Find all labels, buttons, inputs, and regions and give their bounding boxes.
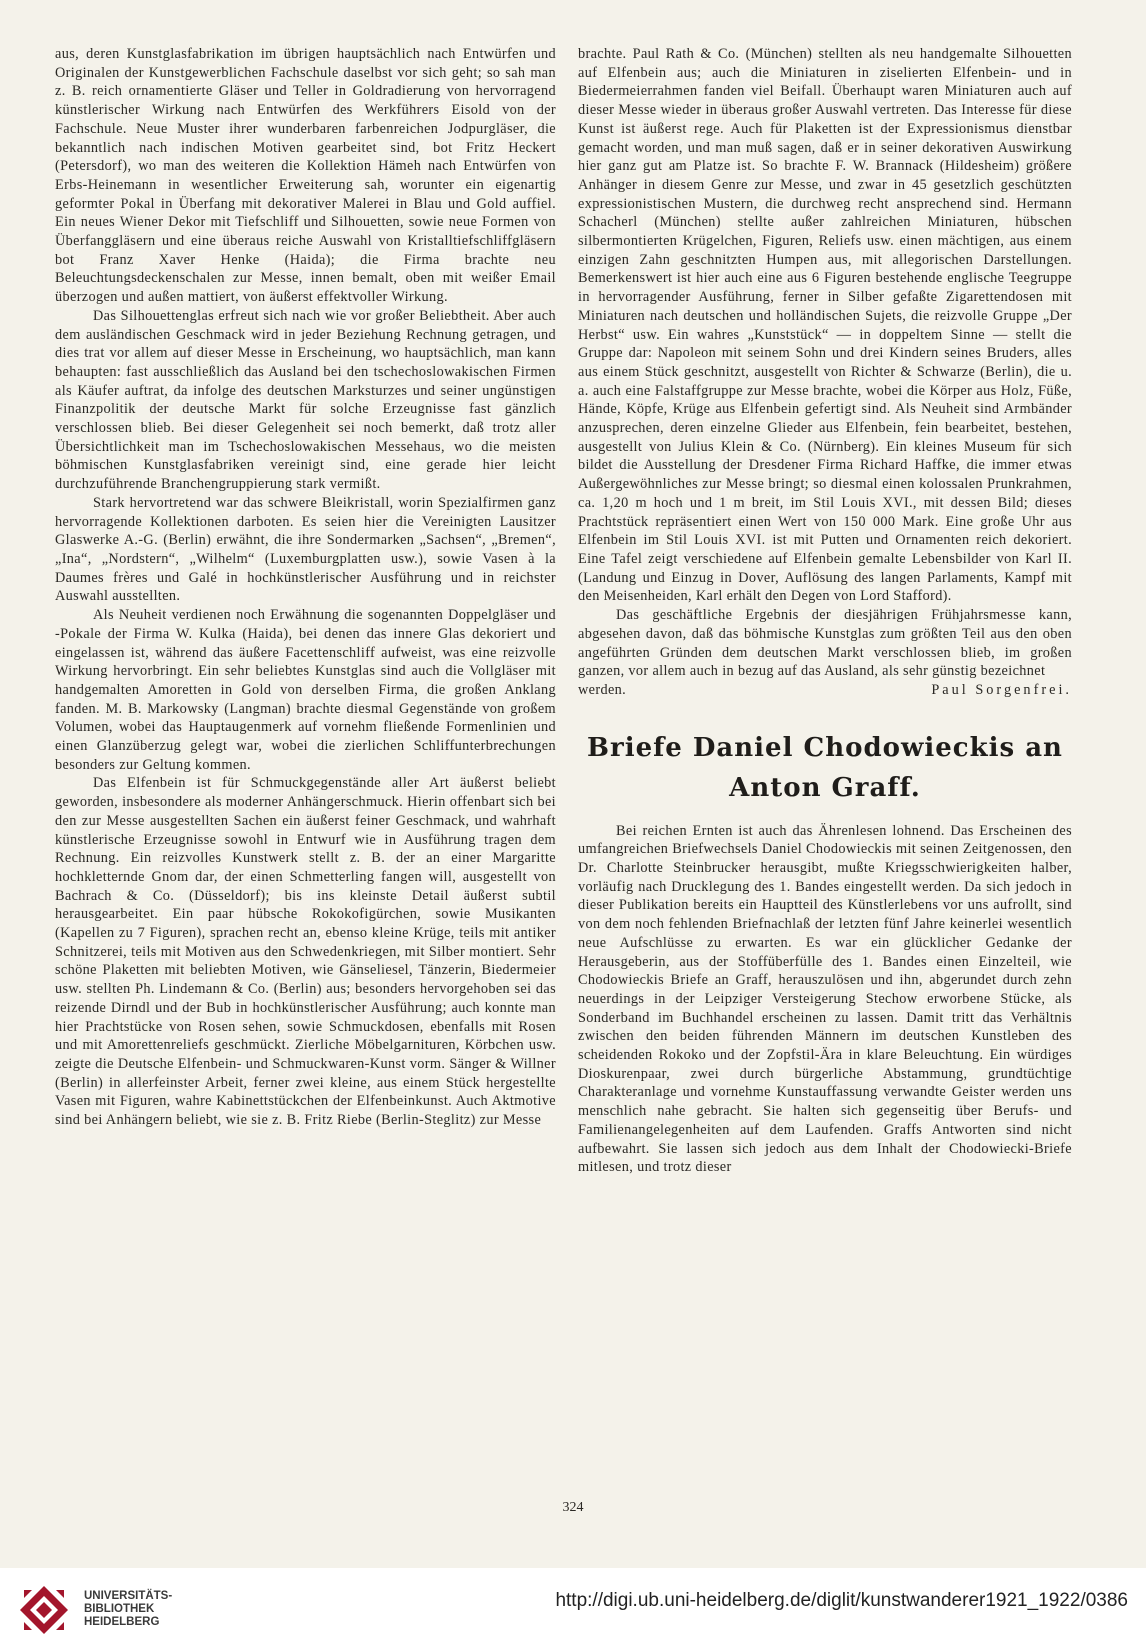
library-name-line-1: UNIVERSITÄTS- — [84, 1590, 173, 1602]
library-name-line-3: HEIDELBERG — [84, 1616, 160, 1628]
right-column — [578, 45, 1072, 1177]
paragraph: Bei reichen Ernten ist auch das Ährenlesen lohnend. Das Erscheinen des umfangreichen Briefwechsels Daniel Chodowieckis mit seinen Zeitgenossen, den Dr. Charlotte Steinbrucker herausgibt, mußte Kriegsschwierigkeiten halber, vorläufig nach Drucklegung des 1. Bandes eingestellt werden. Da sich jedoch in dieser Publikation bereits ein Hauptteil des Künstlerlebens vor uns aufrollt, sind von dem noch fehlenden Briefnachlaß der letzten fünf Jahre keinerlei wesentlich neue Aufschlüsse zu erwarten. Es war ein glücklicher Gedanke der Herausgeberin, aus der Stoffüberfülle des 1. Bandes einen Einzelteil, wie Chodowieckis Briefe an Graff, herauszulösen und ihn, abgerundet durch zehn neuerdings in der Leipziger Versteigerung Stechow erworbene Stücke, als Sonderband im Buchhandel erscheinen zu lassen. Damit tritt das Verhältnis zwischen den beiden führenden Männern im deutschen Kunstleben des scheidenden Rokoko und der Zopfstil-Ära in klare Beleuchtung. Ein würdiges Dioskurenpaar, zwei durch bürgerliche Abstammung, grundtüchtige Charakteranlage und vornehme Kunstauffassung verwandte Geister werden uns menschlich nahe gebracht. Sie halten sich gegenseitig über Berufs- und Familienangelegenheiten auf dem Laufenden. Graffs Antworten sind nicht aufbewahrt. Sie lassen sich jedoch aus dem Inhalt der Chodowiecki-Briefe mitlesen, und trotz dieser — [578, 822, 1072, 1176]
paragraph: Stark hervortretend war das schwere Bleikristall, worin Spezialfirmen ganz hervorragende Kollektionen darboten. Es seien hier die Vereinigten Lausitzer Glaswerke A.-G. (Berlin) erwähnt, die ihre Sondermarken „Sachsen“, „Bremen“, „Ina“, „Nordstern“, „Wilhelm“ (Luxemburgplatten usw.), sowie Vasen à la Daumes frères und Galé in hochkünstlerischer Ausführung und in reichster Auswahl ausstellten. — [55, 494, 556, 605]
heading-line-2: Anton Graff. — [729, 772, 921, 803]
left-column — [55, 45, 556, 1130]
paragraph: Als Neuheit verdienen noch Erwähnung die sogenannten Doppelgläser und -Pokale der Firma W. Kulka (Haida), bei denen das innere Glas dekoriert und eingelassen ist, während das äußere Facettenschliff aufweist, was eine reizvolle Wirkung hervorbringt. Ein sehr beliebtes Kunstglas sind auch die Vollgläser mit handgemalten Amoretten in Gold von derselben Firma, die großen Anklang fanden. M. B. Markowsky (Langman) brachte diesmal Gegenstände von großem Volumen, wobei das Hauptaugenmerk auf vornehm fließende Formenlinien und einen Glanzüberzug gelegt war, wobei die zierlichen Schliffunterbrechungen besonders zur Geltung kommen. — [55, 607, 556, 773]
heading-line-1: Briefe Daniel Chodowieckis an — [587, 732, 1063, 763]
closing-word: werden. — [578, 681, 627, 698]
article-heading — [578, 728, 1072, 808]
page-number: 324 — [562, 1500, 584, 1515]
source-url-link[interactable]: http://digi.ub.uni-heidelberg.de/diglit/kunstwanderer1921_1922/0386 — [555, 1590, 1128, 1611]
paragraph: brachte. Paul Rath & Co. (München) stellten als neu handgemalte Silhouetten auf Elfenbein aus; auch die Miniaturen in ziselierten Elfenbein- und in Biedermeierrahmen fanden viel Beifall. Überhaupt waren Miniaturen auch auf dieser Messe wieder in überaus großer Auswahl vertreten. Das Interesse für diese Kunst ist äußerst rege. Auch für Plaketten ist der Expressionismus dienstbar gemacht worden, und man muß sagen, daß er in seiner dekorativen Auswirkung hier ganz gut am Platze ist. So brachte F. W. Brannack (Hildesheim) größere Anhänger in diesem Genre zur Messe, und zwar in 45 gesetzlich geschützten expressionistischen Mustern, die durchweg recht ansprechend sind. Hermann Schacherl (München) stellte außer zahlreichen Miniaturen, hübschen silbermontierten Krügelchen, Figuren, Reliefs usw. einen mächtigen, aus einem einzigen Zahn geschnitzten Humpen aus, mit allegorischen Darstellungen. Bemerkenswert ist hier auch eine aus 6 Figuren bestehende englische Teegruppe in hervorragender Ausführung, ferner in Silber gefaßte Zigarettendosen mit Miniaturen nach deutschen und holländischen Sujets, die reizvolle Gruppe „Der Herbst“ usw. Ein wahres „Kunststück“ — in doppeltem Sinne — stellt die Gruppe dar: Napoleon mit seinem Sohn und drei Kindern seines Bruders, alles aus einem Stück geschnitzt, ausgestellt von Richter & Schwarze (Berlin), die u. a. auch eine Falstaffgruppe zur Messe brachte, wobei die Körper aus Holz, Füße, Hände, Köpfe, Krüge aus Elfenbein gefertigt sind. Als Neuheit sind Armbänder anzusprechen, deren einzelne Glieder aus Elfenbein, fein bearbeitet, bestehen, ausgestellt von Julius Klein & Co. (Nürnberg). Ein kleines Museum für sich bildet die Ausstellung der Dresdener Firma Richard Haffke, die immer etwas Außergewöhnliches zur Messe bringt; so diesmal einen kolossalen Prunkrahmen, ca. 1,20 m hoch und 1 m breit, im Stil Louis XVI., mit dessen Bild; dieses Prachtstück repräsentiert einen Wert von 150 000 Mark. Eine große Uhr aus Elfenbein im Stil Louis XVI. ist mit Putten und Ornamenten reich dekoriert. Eine Tafel zeigt verschiedene auf Elfenbein gemalte Lebensbilder von Karl II. (Landung und Einzug in Dover, Auflösung des langen Parlaments, Kampf mit den Meisenheiden, Karl erhält den Degen von Lord Stafford). — [578, 46, 1072, 605]
university-seal-icon — [18, 1584, 70, 1636]
paragraph: Das Silhouettenglas erfreut sich nach wie vor großer Beliebtheit. Aber auch dem ausländischen Geschmack wird in jeder Beziehung Rechnung getragen, und dies trat vor allem auf dieser Messe in Erscheinung, wo hauptsächlich, man kann behaupten: fast ausschließlich das Ausland bei den tschechoslowakischen Firmen als Käufer auftrat, da infolge des deutschen Marksturzes und seiner ungünstigen Finanzpolitik der deutsche Markt für solche Erzeugnisse fast gänzlich verschlossen blieb. Bei dieser Gelegenheit sei noch bemerkt, daß trotz aller Übersichtlichkeit man im Tschechoslowakischen Messehaus, wo die meisten böhmischen Kunstglasfabriken vereinigt sind, eine gerade hier leicht durchzuführende Branchengruppierung stark vermißt. — [55, 307, 556, 493]
paragraph: Das Elfenbein ist für Schmuckgegenstände aller Art äußerst beliebt geworden, insbesondere als moderner Anhängerschmuck. Hierin offenbart sich bei den zur Messe ausgestellten Sachen ein äußerst feiner Geschmack, und wahrhaft künstlerische Erzeugnisse sowohl in Entwurf wie in Ausführung tragen dem Rechnung. Ein reizvolles Kunstwerk stellt z. B. der an einer Margaritte hochkletternde Gnom dar, der einen Schmetterling fangen will, ausgestellt von Bachrach & Co. (Düsseldorf); bis ins kleinste Detail äußerst subtil herausgearbeitet. Ein paar hübsche Rokokofigürchen, sowie Musikanten (Kapellen zu 7 Figuren), sprachen recht an, ebenso kleine Krüge, teils mit antiker Schnitzerei, teils mit Motiven aus den Schwedenkriegen, mit Silber montiert. Sehr schöne Plaketten mit beliebten Motiven, wie Gänseliesel, Tänzerin, Biedermeier usw. stellten Ph. Lindemann & Co. (Berlin) aus; besonders hervorgehoben sei das reizende Dirndl und der Bub in hochkünstlerischer Ausführung; auch konnte man hier Prachtstücke von Rosen sehen, sowie Schmuckdosen, ebenfalls mit Rosen und mit Amorettenreliefs geschmückt. Zierliche Möbelgarnituren, Körbchen usw. zeigte die Deutsche Elfenbein- und Schmuckwaren-Kunst vorm. Sänger & Willner (Berlin) in allerfeinster Arbeit, ferner zwei kleine, aus einem Stück hergestellte Vasen mit Figuren, wahre Kabinettstückchen der Elfenbeinkunst. Auch Aktmotive sind bei Anhängern beliebt, wie sie z. B. Fritz Riebe (Berlin-Steglitz) zur Messe — [55, 775, 556, 1129]
author-name: Paul Sorgenfrei. — [931, 681, 1072, 698]
library-name-line-2: BIBLIOTHEK — [84, 1603, 155, 1615]
paragraph: Das geschäftliche Ergebnis der diesjährigen Frühjahrsmesse kann, abgesehen davon, daß das böhmische Kunstglas zum größten Teil aus den oben angeführten Gründen dem deutschen Markt verschlossen blieb, im großen ganzen, vor allem auch in bezug auf das Ausland, als sehr günstig bezeichnet — [578, 607, 1072, 680]
footer-bar — [0, 1568, 1146, 1650]
library-name — [84, 1590, 172, 1629]
paragraph: aus, deren Kunstglasfabrikation im übrigen hauptsächlich nach Entwürfen und Originalen der Kunstgewerblichen Fachschule daselbst vor sich geht; so sah man z. B. reich ornamentierte Gläser und Teller in Goldradierung von hervorragend künstlerischer Wirkung nach Entwürfen des Werkführers Eisold von der Fachschule. Neue Muster ihrer wunderbaren farbenreichen Jodpurgläser, die bekanntlich nach indischen Motiven gearbeitet sind, bot Fritz Heckert (Petersdorf), wo man des weiteren die Kollektion Hämeh nach Entwürfen von Erbs-Heinemann in wesentlicher Erweiterung sah, worunter ein eigenartig geformter Pokal in Überfang mit dekorativer Malerei in Blau und Gold auffiel. Ein neues Wiener Dekor mit Tiefschliff und Silhouetten, sowie neue Formen von Überfanggläsern und eine überaus reiche Auswahl von Kristalltiefschliffgläsern bot Franz Xaver Henke (Haida); die Firma brachte neu Beleuchtungsdeckenschalen zur Messe, innen bemalt, oben mit weißer Email überzogen und außen mattiert, von äußerst effektvoller Wirkung. — [55, 46, 556, 306]
author-signature-line — [578, 681, 1072, 700]
